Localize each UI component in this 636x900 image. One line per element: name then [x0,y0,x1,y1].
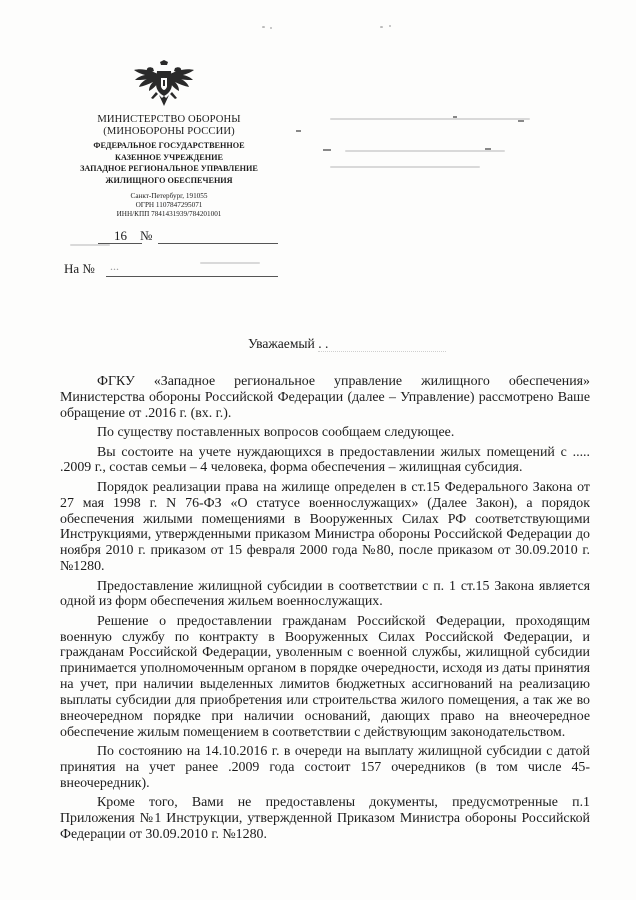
ministry-short-name: (МИНОБОРОНЫ РОССИИ) [103,126,235,137]
redacted-addressee-line [330,118,530,120]
address: Санкт-Петербург, 191055 [130,192,208,200]
paragraph-queue-position: По состоянию на 14.10.2016 г. в очереди на выплату жилищной субсидии с датой принятия на учет ранее .2009 года состоит 157 очередников (в том числе 45-внеочередник). [60,744,590,791]
reference-label: На № [64,261,95,276]
outgoing-number-line [158,243,278,244]
scan-speck [262,26,265,28]
department-line-1: ЗАПАДНОЕ РЕГИОНАЛЬНОЕ УПРАВЛЕНИЕ [80,164,258,173]
salutation: Уважаемый . . [248,336,329,351]
addressee-mark [453,116,457,118]
addressee-mark [296,130,301,132]
department-line-2: ЖИЛИЩНОГО ОБЕСПЕЧЕНИЯ [105,175,233,185]
addressee-mark [485,148,491,150]
reference-line [106,276,278,277]
redacted-addressee-line [330,166,480,168]
letter-body [60,374,590,843]
ogrn: ОГРН 1107847295071 [135,201,203,209]
paragraph-subsidy-form: Предоставление жилищной субсидии в соответствии с п. 1 ст.15 Закона является одной из форм обеспечения жильем военнослужащих. [60,578,590,610]
scan-speck [270,27,272,29]
paragraph-decision-order: Решение о предоставлении гражданам Российской Федерации, проходящим военную службу по контракту в Вооруженных Силах Российской Федерации, и гражданам Российской Федерации, уволенным с военной службы, жилищной субсидии принимается уполномоченным органом в порядке очередности, исходя из даты принятия на учет, при наличии выделенных лимитов бюджетных ассигнований на реализацию выплаты субсидии для приобретения или строительства жилого помещения, а так же во внеочередном порядке при наличии оснований, дающих право на внеочередное обеспечение жилым помещением в соответствии с действующим законодательством. [60,613,590,740]
ministry-name: МИНИСТЕРСТВО ОБОРОНЫ [97,114,241,125]
paragraph-queue-status: Вы состоите на учете нуждающихся в предоставлении жилых помещений с ..... .2009 г., состав семьи – 4 человека, форма обеспечения – жилищная субсидия. [60,444,590,476]
outgoing-number-sign: № [140,228,153,243]
double-headed-eagle-emblem [132,60,196,112]
redacted-reference-line [70,244,110,246]
paragraph-request: ФГКУ «Западное региональное управление жилищного обеспечения» Министерства обороны Российской Федерации (далее – Управление) рассмотрено Ваше обращение от .2016 г. (вх. г.). [60,374,590,421]
addressee-mark [323,149,331,151]
paragraph-intro: По существу поставленных вопросов сообщаем следующее. [97,425,455,441]
paragraph-missing-documents: Кроме того, Вами не предоставлены документы, предусмотренные п.1 Приложения №1 Инструкции, утвержденной Приказом Министра обороны Российской Федерации от 30.09.2010 г. №1280. [60,795,590,842]
inn-kpp: ИНН/КПП 7841431939/784201001 [116,210,222,218]
paragraph-legal-basis: Порядок реализации права на жилище определен в ст.15 Федерального Закона от 27 мая 1998 г. N 76-ФЗ «О статусе военнослужащих» (Далее Закон), а порядок обеспечения жилыми помещениями в Вооруженных Силах РФ соответствующими Инструкциями, утвержденными приказом Министра обороны Российской Федерации до ноября 2010 г. приказом от 15 февраля 2000 года №80, после приказом от 30.09.2010 г. №1280. [60,479,590,575]
scan-speck [389,25,391,27]
reference-dots: ... [110,259,119,273]
outgoing-day: 16 [114,228,127,243]
letterhead [58,114,280,219]
redacted-name-line [318,351,446,352]
addressee-mark [518,120,524,122]
institution-line-1: ФЕДЕРАЛЬНОЕ ГОСУДАРСТВЕННОЕ [93,141,245,150]
redacted-reference-line [200,262,260,264]
scan-speck [380,26,383,28]
redacted-addressee-line [345,150,505,152]
institution-line-2: КАЗЕННОЕ УЧРЕЖДЕНИЕ [115,152,223,162]
